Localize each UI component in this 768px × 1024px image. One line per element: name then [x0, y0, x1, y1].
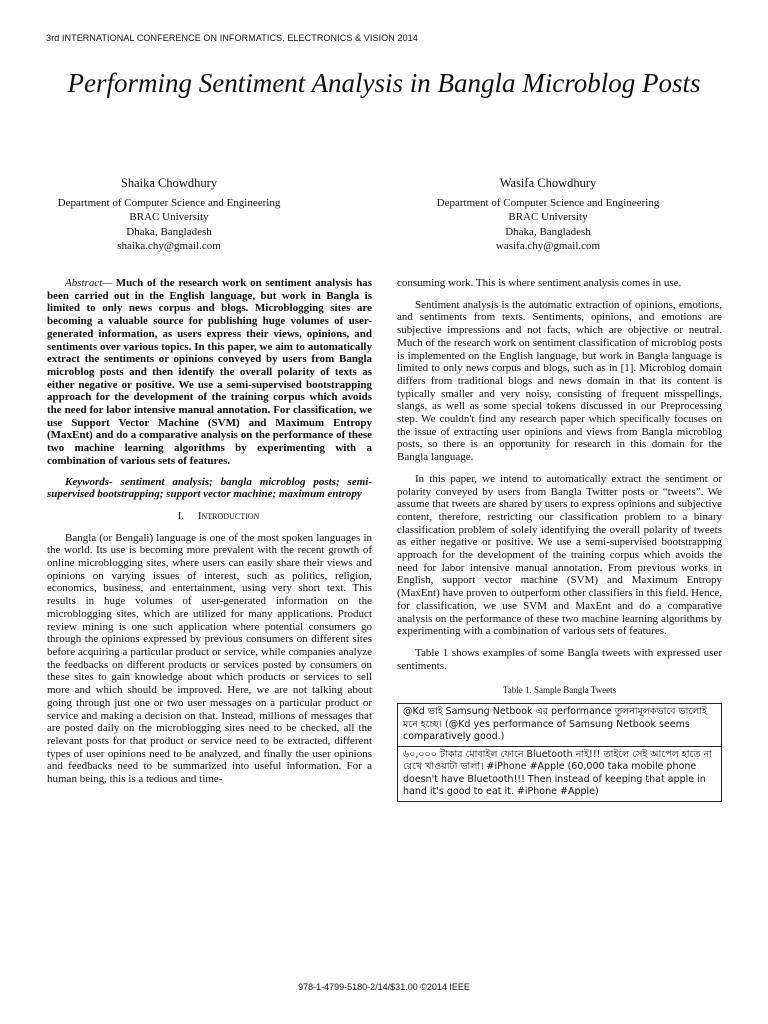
abstract-text: Much of the research work on sentiment analysis has been carried out in the English language, but work in Bangla is limited to only news corpus and blogs. Microblogging sites are becoming a valuable source for publishing huge volumes of user-generated information, as users express their views, opinions, and sentiments over various topics. In this paper, we aim to automatically extract the sentiments or opinions conveyed by users from Bangla microblog posts and then identify the overall polarity of texts as either negative or positive. We use a semi-supervised bootstrapping approach for the development of the training corpus which avoids the need for labor intensive manual annotation. For classification, we use Support Vector Machine (SVM) and Maximum Entropy (MaxEnt) and do a comparative analysis on the performance of these two machine learning algorithms by experimenting with a combination of various sets of features. — [47, 277, 372, 467]
paragraph-continuation: consuming work. This is where sentiment analysis comes in use. — [397, 277, 682, 289]
keywords-label: Keywords- — [65, 475, 113, 488]
paragraph-sentiment-definition: Sentiment analysis is the automatic extraction of opinions, emotions, and sentiments from texts. Sentiments, opinions, and emotions are subjective impressions and not facts, which are objective or neutral. Much of the research work on sentiment classification of microblog posts is implemented on the English language, but work in Bangla language is limited to only news corpus and blogs, such as in [1]. Microblog domain differs from traditional blogs and news domain in that its content is typically smaller and very noisy, consisting of frequent misspellings, slangs, as well as some special tokens discussed in our Preprocessing step. We couldn't find any research paper which specifically focuses on the issue of extracting user opinions and views from Bangla microblog posts, so there is an opportunity for research in this domain for the Bangla language. — [397, 298, 722, 464]
author-university: BRAC University — [508, 211, 588, 223]
table-caption: Table 1. Sample Bangla Tweets — [502, 685, 617, 696]
author-email: wasifa.chy@gmail.com — [495, 240, 601, 252]
left-column — [47, 277, 372, 786]
author-department: Department of Computer Science and Engineering — [57, 196, 281, 209]
table-row — [398, 746, 722, 801]
author-name: Wasifa Chowdhury — [499, 176, 597, 190]
author-block-2 — [398, 176, 698, 254]
table-cell: @Kd ভাই Samsung Netbook এর performance তুলনামূলকভাবে ভালোই মনে হচ্ছে। (@Kd yes performance of Samsung Netbook seems comparatively good.) — [398, 704, 722, 747]
abstract-label: Abstract— — [65, 277, 113, 289]
section-title: Introduction — [197, 509, 260, 522]
author-block-1 — [19, 176, 319, 254]
table-row — [398, 704, 722, 747]
author-name: Shaika Chowdhury — [120, 176, 218, 190]
intro-paragraph: Bangla (or Bengali) language is one of the most spoken languages in the world. Its use is becoming more prevalent with the recent growth of online microblogging sites, where users can easily share their views and opinions on varying issues of interest, such as politics, religion, economics, business, and entertainment, using very short text. This results in huge volumes of user-generated information on the microblogging sites, which are utilized for many applications. Product review mining is one such application where potential consumers go through the opinions expressed by previous consumers on different sites before acquiring a particular product or service, while companies analyze the feedbacks on different products or services posted by consumers on these sites to gain knowledge about which products or services to sell more and which should be improved. Here, we are not talking about going through just one or two user messages on a particular product or service and making a decision on that. Instead, millions of messages that are posted daily on the microblogging sites need to be checked, all the relevant posts for that product or service need to be extracted, different types of user opinions need to be analyzed, and finally the user opinions and feedbacks need to be summarized into useful information. For a human being, this is a tedious and time- — [47, 531, 372, 786]
page-footer: 978-1-4799-5180-2/14/$31.00 ©2014 IEEE — [298, 982, 470, 992]
author-university: BRAC University — [129, 211, 209, 223]
paper-title: Performing Sentiment Analysis in Bangla Microblog Posts — [67, 68, 701, 98]
table-cell: ৬০,০০০ টাকার মোবাইল ফোনে Bluetooth নাই!!! তাইলে সেই আপেল হাতে না রেখে খাওয়াটা ভালা। #iPhone #Apple (60,000 taka mobile phone doesn't have Bluetooth!!! Then instead of keeping that apple in hand it's good to eat it. #iPhone #Apple) — [398, 746, 722, 801]
sample-tweets-table — [397, 703, 722, 802]
abstract — [47, 277, 372, 468]
section-number: I. — [177, 509, 185, 522]
author-department: Department of Computer Science and Engineering — [436, 196, 660, 209]
right-column — [397, 277, 722, 802]
section-heading-introduction — [47, 510, 372, 523]
author-email: shaika.chy@gmail.com — [117, 240, 221, 252]
author-city: Dhaka, Bangladesh — [126, 225, 212, 238]
keywords-text: sentiment analysis; bangla microblog posts; semi-supervised bootstrapping; support vector machine; maximum entropy — [47, 475, 372, 501]
paragraph-table-reference: Table 1 shows examples of some Bangla tweets with expressed user sentiments. — [397, 646, 722, 672]
paragraph-this-paper: In this paper, we intend to automatically extract the sentiment or polarity conveyed by users from Bangla Twitter posts or “tweets”. We assume that tweets are shared by users to express opinions and subjective content, therefore, restricting our classification problem to a binary classification problem of solely identifying the overall polarity of tweets as either negative or positive. We use a semi-supervised bootstrapping approach for the development of the training corpus which avoids the need for labor intensive manual annotation. From previous works in English, support vector machine (SVM) and Maximum Entropy (MaxEnt) have proven to outperform other classifiers in this field. Hence, for classification, we use SVM and MaxEnt and do a comparative analysis on the performance of these two machine learning algorithms by experimenting with a combination of various sets of features. — [397, 472, 722, 638]
author-city: Dhaka, Bangladesh — [505, 225, 591, 238]
keywords — [47, 476, 372, 501]
conference-header: 3rd INTERNATIONAL CONFERENCE ON INFORMATICS, ELECTRONICS & VISION 2014 — [46, 33, 418, 43]
